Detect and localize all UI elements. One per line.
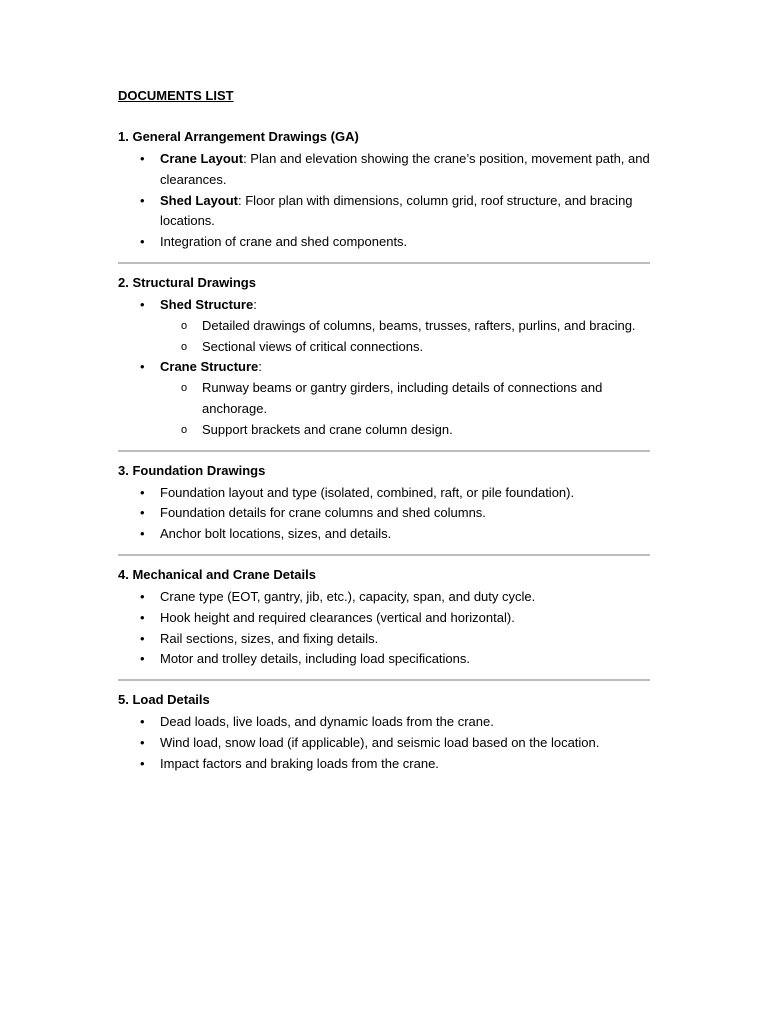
list-item [118, 629, 650, 650]
list-item [118, 712, 650, 733]
section-heading: 1. General Arrangement Drawings (GA) [118, 129, 359, 144]
list-item [118, 503, 650, 524]
item-text: Integration of crane and shed components. [160, 234, 408, 250]
bullet-icon: • [140, 755, 145, 771]
list-item [118, 357, 650, 440]
item-label: Shed Layout [160, 192, 239, 208]
bullet-list [118, 149, 650, 253]
circle-bullet-icon: o [181, 423, 188, 436]
bullet-icon: • [140, 714, 145, 730]
item-label: Crane Structure [160, 359, 259, 375]
bullet-icon: • [140, 359, 145, 375]
list-item [118, 191, 650, 233]
sub-item-text: Support brackets and crane column design. [202, 421, 453, 437]
circle-bullet-icon: o [181, 382, 188, 395]
item-text: Motor and trolley details, including load specifications. [160, 651, 471, 667]
item-text: Dead loads, live loads, and dynamic loads from the crane. [160, 714, 494, 730]
list-item [118, 149, 650, 191]
sections-container [118, 129, 650, 775]
bullet-icon: • [140, 630, 145, 646]
document-page [118, 88, 650, 775]
bullet-list [118, 587, 650, 670]
circle-bullet-icon: o [181, 319, 188, 332]
bullet-icon: • [140, 609, 145, 625]
item-label: Crane Layout [160, 151, 244, 166]
bullet-icon: • [140, 505, 145, 521]
list-item [118, 232, 650, 253]
bullet-icon: • [140, 296, 145, 312]
bullet-list [118, 712, 650, 774]
circle-bullet-icon: o [181, 340, 188, 353]
section-3 [118, 463, 650, 556]
list-item [118, 483, 650, 504]
item-text: Wind load, snow load (if applicable), and seismic load based on the location. [160, 734, 600, 750]
item-label: Shed Structure [160, 296, 254, 312]
bullet-icon: • [140, 734, 145, 750]
section-divider [118, 679, 650, 681]
list-item [118, 608, 650, 629]
document-title: DOCUMENTS LIST [118, 88, 234, 103]
bullet-list [118, 483, 650, 545]
section-2 [118, 275, 650, 452]
sub-item-text: Sectional views of critical connections. [202, 338, 424, 354]
bullet-icon: • [140, 192, 145, 208]
section-heading: 2. Structural Drawings [118, 274, 256, 290]
section-heading: 4. Mechanical and Crane Details [118, 566, 316, 582]
item-text: Crane type (EOT, gantry, jib, etc.), capacity, span, and duty cycle. [160, 588, 536, 604]
section-heading: 3. Foundation Drawings [118, 462, 266, 478]
bullet-icon: • [140, 151, 145, 166]
list-item [118, 649, 650, 670]
list-item [118, 295, 650, 357]
item-text: : [258, 359, 262, 375]
section-5 [118, 692, 650, 774]
section-1 [118, 129, 650, 264]
item-text: : Plan and elevation showing the crane’s position, movement path, and clearances. [160, 151, 650, 187]
list-item [118, 754, 650, 775]
bullet-icon: • [140, 651, 145, 667]
bullet-icon: • [140, 526, 145, 542]
list-item [118, 733, 650, 754]
item-text: Hook height and required clearances (vertical and horizontal). [160, 609, 515, 625]
sub-bullet-list [160, 316, 650, 358]
bullet-icon: • [140, 484, 145, 500]
section-divider [118, 262, 650, 264]
sub-item-text: Detailed drawings of columns, beams, trusses, rafters, purlins, and bracing. [202, 317, 636, 333]
bullet-icon: • [140, 588, 145, 604]
bullet-icon: • [140, 234, 145, 250]
section-divider [118, 450, 650, 452]
item-text: : [253, 296, 257, 312]
section-divider [118, 554, 650, 556]
section-4 [118, 567, 650, 681]
item-text: Impact factors and braking loads from the crane. [160, 755, 439, 771]
list-item [118, 587, 650, 608]
sub-list-item [160, 316, 650, 337]
item-text: Anchor bolt locations, sizes, and details. [160, 526, 392, 542]
sub-list-item [160, 420, 650, 441]
sub-item-text: Runway beams or gantry girders, including details of connections and anchorage. [202, 380, 603, 416]
sub-list-item [160, 378, 650, 420]
list-item [118, 524, 650, 545]
sub-list-item [160, 337, 650, 358]
item-text: Foundation layout and type (isolated, combined, raft, or pile foundation). [160, 484, 575, 500]
sub-bullet-list [160, 378, 650, 440]
section-heading: 5. Load Details [118, 692, 210, 708]
item-text: Foundation details for crane columns and shed columns. [160, 505, 486, 521]
item-text: : Floor plan with dimensions, column grid, roof structure, and bracing locations. [160, 192, 633, 229]
bullet-list [118, 295, 650, 441]
item-text: Rail sections, sizes, and fixing details. [160, 630, 379, 646]
